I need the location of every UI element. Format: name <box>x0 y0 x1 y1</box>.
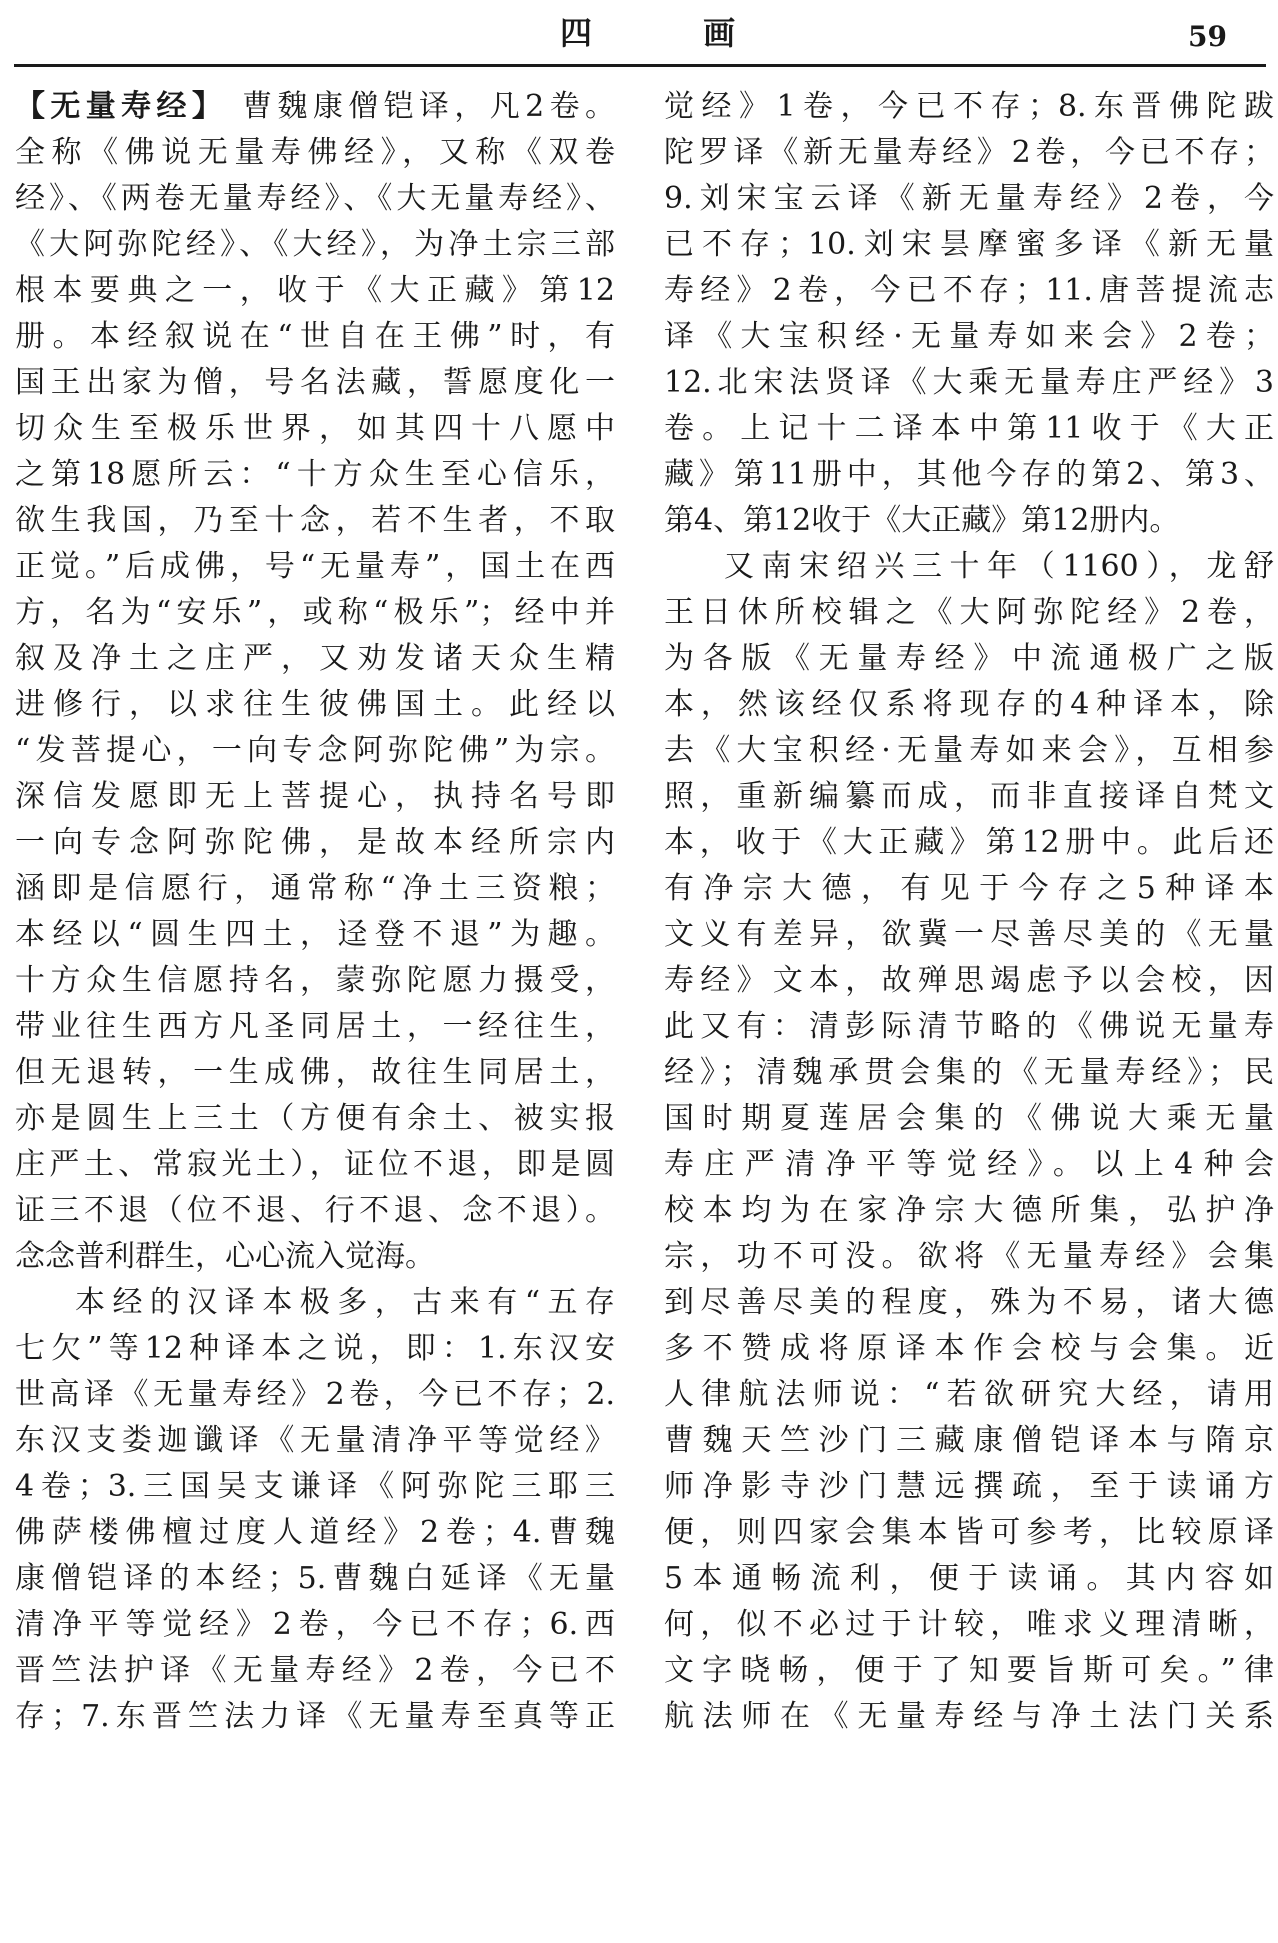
text-line: 便，则四家会集本皆可参考，比较原译 <box>664 1515 1274 1550</box>
text-line: 何，似不必过于计较，唯求义理清晰， <box>664 1607 1274 1642</box>
text-line: 本经以“圆生四土，迳登不退”为趣。 <box>15 917 615 952</box>
text-line: 国王出家为僧，号名法藏，誓愿度化一 <box>15 365 615 400</box>
text-line: 卷。上记十二译本中第11收于《大正 <box>664 411 1274 446</box>
text-line: 涵即是信愿行，通常称“净土三资粮； <box>15 871 615 906</box>
text-line: 念念普利群生，心心流入觉海。 <box>15 1239 435 1274</box>
text-line: 照，重新编纂而成，而非直接译自梵文 <box>664 779 1274 814</box>
text-line: 世高译《无量寿经》2卷，今已不存；2. <box>15 1377 615 1412</box>
left-column <box>15 84 615 1740</box>
text-line: 王日休所校辑之《大阿弥陀经》2卷， <box>664 595 1274 630</box>
text-line: 深信发愿即无上菩提心，执持名号即 <box>15 779 615 814</box>
text-line: 校本均为在家净宗大德所集，弘护净 <box>664 1193 1274 1228</box>
text-line: 册。本经叙说在“世自在王佛”时，有 <box>15 319 615 354</box>
text-line: 之第18愿所云：“十方众生至心信乐， <box>15 457 615 492</box>
text-line: 证三不退（位不退、行不退、念不退）。 <box>15 1193 615 1228</box>
text-line: 正觉。”后成佛，号“无量寿”，国土在西 <box>15 549 615 584</box>
text-line: 寿经》文本，故殚思竭虑予以会校，因 <box>664 963 1274 998</box>
text-line: 陀罗译《新无量寿经》2卷，今已不存； <box>664 135 1274 170</box>
text-line: 本经的汉译本极多，古来有“五存 <box>75 1285 615 1320</box>
text-line: 切众生至极乐世界，如其四十八愿中 <box>15 411 615 446</box>
text-line: 本，收于《大正藏》第12册中。此后还 <box>664 825 1274 860</box>
text-line: 经》、《两卷无量寿经》、《大无量寿经》、 <box>15 181 615 216</box>
text-line: 文义有差异，欲冀一尽善尽美的《无量 <box>664 917 1274 952</box>
text-line: 进修行，以求往生彼佛国土。此经以 <box>15 687 615 722</box>
right-column <box>664 84 1274 1740</box>
text-line: 庄严土、常寂光土），证位不退，即是圆 <box>15 1147 615 1182</box>
text-line: 七欠”等12种译本之说，即：1.东汉安 <box>15 1331 615 1366</box>
text-line: 5本通畅流利，便于读诵。其内容如 <box>664 1561 1274 1596</box>
text-line: 带业往生西方凡圣同居土，一经往生， <box>15 1009 615 1044</box>
text-line: 寿庄严清净平等觉经》。以上4种会 <box>664 1147 1274 1182</box>
text-line: 9.刘宋宝云译《新无量寿经》2卷，今 <box>664 181 1274 216</box>
text-line: 又南宋绍兴三十年（1160），龙舒 <box>724 549 1274 584</box>
text-line: 存；7.东晋竺法力译《无量寿至真等正 <box>15 1699 615 1734</box>
header-rule <box>14 64 1266 67</box>
text-line: 本，然该经仅系将现存的4种译本，除 <box>664 687 1274 722</box>
text-line: 师净影寺沙门慧远撰疏，至于读诵方 <box>664 1469 1274 1504</box>
text-line: 第4、第12收于《大正藏》第12册内。 <box>664 503 1180 538</box>
text-line: 晋竺法护译《无量寿经》2卷，今已不 <box>15 1653 615 1688</box>
text-line: 多不赞成将原译本作会校与会集。近 <box>664 1331 1274 1366</box>
text-line: 人律航法师说：“若欲研究大经，请用 <box>664 1377 1274 1412</box>
text-line: 欲生我国，乃至十念，若不生者，不取 <box>15 503 615 538</box>
page-number: 59 <box>1188 20 1227 53</box>
text-line: 经》；清魏承贯会集的《无量寿经》；民 <box>664 1055 1274 1090</box>
text-line: 12.北宋法贤译《大乘无量寿庄严经》3 <box>664 365 1274 400</box>
text-line: 4卷；3.三国吴支谦译《阿弥陀三耶三 <box>15 1469 615 1504</box>
text-line: 译《大宝积经·无量寿如来会》2卷； <box>664 319 1274 354</box>
text-line: 觉经》1卷，今已不存；8.东晋佛陀跋 <box>664 89 1274 124</box>
text-line: 康僧铠译的本经；5.曹魏白延译《无量 <box>15 1561 615 1596</box>
text-line: 东汉支娄迦谶译《无量清净平等觉经》 <box>15 1423 615 1458</box>
text-line: 为各版《无量寿经》中流通极广之版 <box>664 641 1274 676</box>
text-line: 一向专念阿弥陀佛，是故本经所宗内 <box>15 825 615 860</box>
text-line: 去《大宝积经·无量寿如来会》，互相参 <box>664 733 1274 768</box>
text-line: 亦是圆生上三土（方便有余土、被实报 <box>15 1101 615 1136</box>
text-line: 宗，功不可没。欲将《无量寿经》会集 <box>664 1239 1274 1274</box>
text-line: 寿经》2卷，今已不存；11.唐菩提流志 <box>664 273 1274 308</box>
text-line: 国时期夏莲居会集的《佛说大乘无量 <box>664 1101 1274 1136</box>
text-line: 《大阿弥陀经》、《大经》，为净土宗三部 <box>15 227 615 262</box>
text-line: 藏》第11册中，其他今存的第2、第3、 <box>664 457 1274 492</box>
text-line: 曹魏天竺沙门三藏康僧铠译本与隋京 <box>664 1423 1274 1458</box>
text-line: 十方众生信愿持名，蒙弥陀愿力摄受， <box>15 963 615 998</box>
text-line: 叙及净土之庄严，又劝发诸天众生精 <box>15 641 615 676</box>
section-title: 四 画 <box>560 14 786 52</box>
text-line: 【无量寿经】 曹魏康僧铠译，凡2卷。 <box>15 89 615 124</box>
text-line: 此又有：清彭际清节略的《佛说无量寿 <box>664 1009 1274 1044</box>
page-header <box>0 0 1278 62</box>
entry-headword: 【无量寿经】 <box>15 89 228 124</box>
text-line: 清净平等觉经》2卷，今已不存；6.西 <box>15 1607 615 1642</box>
text-line: 有净宗大德，有见于今存之5种译本 <box>664 871 1274 906</box>
text-line: 但无退转，一生成佛，故往生同居土， <box>15 1055 615 1090</box>
text-line: 到尽善尽美的程度，殊为不易，诸大德 <box>664 1285 1274 1320</box>
text-line: 根本要典之一，收于《大正藏》第12 <box>15 273 615 308</box>
text-line: “发菩提心，一向专念阿弥陀佛”为宗。 <box>15 733 615 768</box>
text-line: 航法师在《无量寿经与净土法门关系 <box>664 1699 1274 1734</box>
text-line: 方，名为“安乐”，或称“极乐”；经中并 <box>15 595 615 630</box>
text-line: 全称《佛说无量寿佛经》，又称《双卷 <box>15 135 615 170</box>
text-line: 佛萨楼佛檀过度人道经》2卷；4.曹魏 <box>15 1515 615 1550</box>
text-line: 文字晓畅，便于了知要旨斯可矣。”律 <box>664 1653 1274 1688</box>
text-line: 已不存；10.刘宋昙摩蜜多译《新无量 <box>664 227 1274 262</box>
